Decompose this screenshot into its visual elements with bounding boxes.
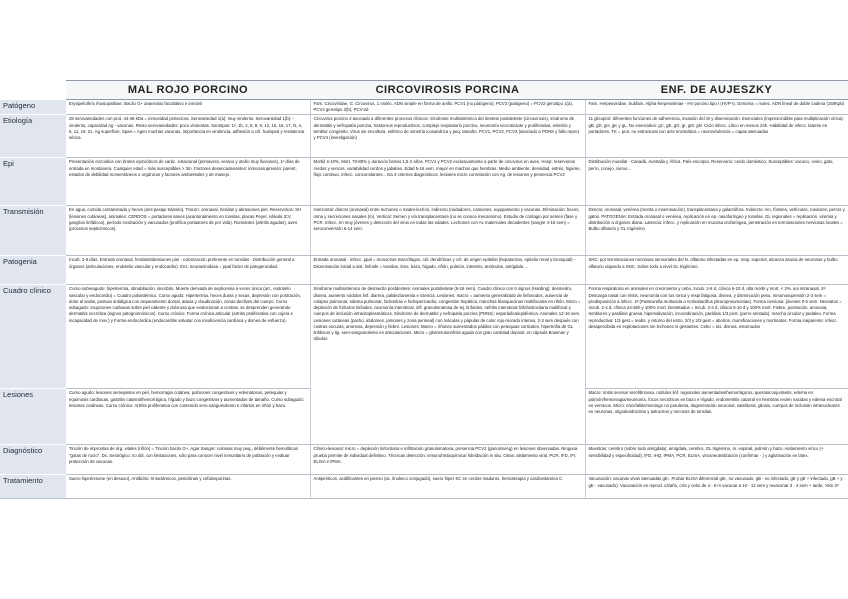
table-row — [0, 256, 848, 285]
header-mal-rojo: MAL ROJO PORCINO — [66, 81, 310, 100]
cell-aujeszky: Fam. Herpesviridae, Subfam. Alpha-herpesvirinae - HV porcino tipo I (HVP-I). Genoma = molec. ADN lineal de doble cadena (150Kpb) — [585, 100, 848, 115]
header-aujeszky: ENF. DE AUJESZKY — [585, 81, 848, 100]
row-label-epi: Epi — [0, 158, 66, 206]
cell-aujeszky: Directo: oronasal, venérea (monta o inseminación), transplacentaria y galactófora. Indirecto: Ain, fómites, vehículos, roedores, perros y gatos. PATOGENIA: Entrada oronasal o venérea, replicación en ep. nasofaríngeo y tonsilas, GL regionales = replicación, viremia y distribución a órganos diana. Latencia: infecc. y replicación en mucosa orofaríngea, penetración en terminaciones nerviosas locales = Bulbo olfatorio y GL trigémino — [585, 206, 848, 256]
cell-mal-rojo: En agua, comida contaminada y heces (anti pasaje tránsito). Tracon: oronasal, heridas y abrasiones piel. Reservorios: SH (lesiones cutáneas), animales: CERDOS = portadores sanos (acantonamiento en tonsilas, placas Peyer, válvula ICV, ganglios linfáticos), período incubación y vacunados (prolífica portadores de por vida). Rumiantes (artritis agudas), aves (procesos septicémicos). — [66, 206, 310, 256]
cell-aujeszky: 11 glicoprot: diferentes funciones de adherencia, invasión del SI y diseminación. Esenciales (imprescindible para multiplicación vírica): gB, gD, gH, gK y gL. No esenciales: gC, gE, gG, gI, gM. gN. Ciclo infecc. Lítico en menos 24h. Habilidad de infecc. latente en portadores. TK = prot. no estructural con actv enzimática = neurovirulencia = capas atenuadas — [585, 115, 848, 158]
cell-circovirosis: Entrada oronasal - infecc. ppal = monocitos-macrófagos, cél. dendríticas y cél. de origen epitelial (hepatocitos, epitelio renal y bronquial) - Diseminación inicial a sist. linfoide = tonsilas, timo, bazo, hígado, riñón, pulmón, intestino, testículos, amígdala ... — [310, 256, 585, 285]
table-row — [0, 158, 848, 206]
cell-mal-rojo: Curso sobreagudo: hipertermia, obnubilación, decúbito. Muerte derivada de septicemia a veces única (art., endotelio vascular y endocardio) = Cuadro poliastémico. Curso agudo: Hipertermia, heces duras y secas, depresión con postración, dolor al andar, postura antiálgica con arqueamiento dorsal, ataxia y claudicación, zonas declives del cuerpo. Curso subagudo: erupciones cutáneas sobre piel caliente y dolorosa que evolucionan a costras, se desprenden generando dermatitis necrótica (signos patognomónicos). Curso crónico: Forma crónica articular (artritis proliferativa con cojera e incapacidad de mov.) y Forma endocárdica (endocarditis valvular con insuficiencia cardíaca y disnea de esfuerzo). — [66, 285, 310, 389]
header-circovirosis: CIRCOVIROSIS PORCINA — [310, 81, 585, 100]
cell-aujeszky: Forma respiratoria en animales en crecimiento y cebo. Incub. 2-6 d, clínica 6-10 d, alta morbi y mort. < 2%. ani intranasal. 2ª: Descarga nasal con rinitis, neumonía con tos ronca y respi fatigosa, disnea, y disminución peso. Inmunosupresión 2-3 sem = predisposición a infecc. 2ª (Pasteurella multocida o Actinobacillus pleuropneumoniae). Forma nerviosa: jóvenes 0-5 sem. Neonatos = Incub. 2-4 d, clínica 24-36h y 100% mort. Destetados = Incub. 2-4 d, clínica 5-10 d y 100% mort. Fiebre, postración, anorexia, temblores y parálisis gruesa, hipersalivación, incoordinación, parálisis 1/3 post. (perro sentado), marcha circular y pedaleo. Forma reproductiva: 1/3 gest = reabs. y retorno del estro, 2/3 y 3/3 gest = abortos, momificaciones y mortinatos. Forma inaparente: infecc. desapercibida en explotaciones sin lechones ni gestantes. Cebo = tos, disnea, estornudos — [585, 285, 848, 389]
table-row — [0, 475, 848, 499]
cell-mal-rojo: Suero hiperinmune (en desuso), Antibiótic: B-lactámicos, penicilinas y cefalosporinas. — [66, 475, 310, 499]
row-label-etiologia: Etiología — [0, 115, 66, 158]
cell-mal-rojo: 28 serovariedades con prot. 44-46 kDa = inmunidad protectora. Serovariedad 1(a): muy virulento. Serovariedad 1(b): - virulento, capacidad Ag - vacunas. Resto serovariedades: poco virulentas. Serotipos: 1ª, 1b, 2, 5, 8, 9, 12, 15, 16, 17, N, 4, 6, 11, 19, 21. Ag superficie: SpaA = Agen muchas vacunas, importancia en virulencia, adhesión a cél. huésped y resistencia sérica. — [66, 115, 310, 158]
row-label-transmision: Transmisión — [0, 206, 66, 256]
row-label-lesiones: Lesiones — [0, 389, 66, 445]
table-row — [0, 445, 848, 475]
row-label-patogenia: Patogenia — [0, 256, 66, 285]
row-label-patogeno: Patógeno — [0, 100, 66, 115]
cell-circovirosis: Antipiréticos, acidificantes en pienso (ac. linoleico conjugado), suero hiper SC en cerdos maduros, hemoterapia y cardiovitamina C. — [310, 475, 585, 499]
cell-aujeszky: Distribución mundial - Canadá, Australia y África. País escorpio. Reservorio: cerdo doméstico. Susceptibles: vacuno, ovino, gato, perro, conejo, ciervo... — [585, 158, 848, 206]
cell-circovirosis: Horizontal: directo (oronasal) entre lechones o madre-lechón, indirecto (ruidadores, camiones, equipamiento y vacunas. Eliminación: heces, orina y secreciones nasales (m). Vertical: Semen y vía transplacentaria (no se conoce mecanismo). Estudio de contagio por semen (fase y PCR. Infecc. en muy jóvenes y detección del virus en todas las edades. Lechones con Ac maternales decadentes (sangre 4-15 sem) = seroconversión 6-14 sem. — [310, 206, 585, 256]
cell-aujeszky: Muestras: cerebro (sobre todo amígdala), amígdala, cerebro, GL trigémino, m. espinal, pulmón y bazo. Aislamiento vírico (+ sensibilidad y especificidad), IFD, IHQ, IPMA, PCR, ELISA, virusneutralización (confirmar - ) y aglutinación en latex. — [585, 445, 848, 475]
comparison-table — [0, 80, 848, 499]
cell-mal-rojo: Tinción de improntas de órg. vitales (riñón) = Tinción bacilo G+. Agar Sangre: colonias muy peq., débilmente hemolíticas "gotas de rocío". Dx. Serológico: no útil, con limitaciones, sólo para conocer nivel inmunitario de población y evaluar protección de vacunas. — [66, 445, 310, 475]
table-row — [0, 285, 848, 389]
cell-circovirosis: Circovirus porcino 2 asociado a diferentes procesos clínicos: Síndrome multisistémico del destete postdestete (circovirosis), síndrome de dermatitis y nefropatía porcina, trastornos reproductivos, complejo respiratorio porcino, neumonía necrotizante y proliferativa, enteritis y temblor congénito. Virus sin envoltura, esférico de simetría icosaédrica y peq. tamaño. PCV1, PCV2, PCV3 (asociado a PDNS y fallo repro) y PCV4 (investigación) — [310, 115, 585, 158]
corner-cell — [0, 81, 66, 100]
cell-aujeszky: Macro: rinitis serosa/ serofibrinosa, nódulos linf. regionales aumentados/hemorrágicos, queratoconjuntivitis, edema en pulmón/hemorragia/neumonía, focos necróticos en bazo e hígado, endometritis catarral en hembras recién nacidas y edema escrotal en verracos. Micro: encefalitis/meningo no purulenta, degeneración neuronal, satelitosis, gliosis, cuerpos de inclusión intranucleares en neuronas, oligodendrocitos y astrocitos y necrosis de tonsilas. — [585, 389, 848, 445]
cell-aujeszky: Vacunación: vacunas vivas atenuadas gE-. Probar ELISA diferencial gB-, no vacunado, gB - no infectado, gE y gE + infectado, gB + y gE - vacunado). Vacunación en reprod. x3/año, cría y cebo de 4 - 6 m vacunar a 10 - 12 sem y revacunar 3 - 4 sem + tarde, >6m 3ª — [585, 475, 848, 499]
table-row — [0, 206, 848, 256]
table-row — [0, 100, 848, 115]
cell-mal-rojo: Erysipelothrix rhusiopathiae. Bacilo G+ anaerobio facultativo e inmóvil — [66, 100, 310, 115]
cell-mal-rojo: Incub: 3-5 días. Entrada oronasal, heridas/abrasiones piel - colonización preferente en tonsilas - Distribución general a órganos (articulaciones, endotelio vascular y endocardio). Enz. neuraminidasa = ppal factor de patogenicidad. — [66, 256, 310, 285]
cell-circovirosis: Clínico-lesional: micro = depleción linfocitaria e infiltración granulomatosa, presencia PCV2 (ganoma/Ag) en lesiones observadas. Ninguna prueba permite de individual definitivo. Técnicas detección: inmunohistoquímica/ hibridación in situ. Otras: aislamiento viral, PCR, IFD, IFI, ELISA e IPMA. — [310, 445, 585, 475]
table-row — [0, 115, 848, 158]
row-label-diagnostico: Diagnóstico — [0, 445, 66, 475]
cell-mal-rojo: Presentación enzoótica con brotes epizoóticos de carác. estacional (primavera, verano y otoño muy lluviosos), 1º días de entrada en montanera. Cualquier edad = más susceptibles > 3m. Factores desencadenantes: inmunosupresión: parent, estados de debilidad momentáneos u orgánicos y factores ambientales y de manejo. — [66, 158, 310, 206]
cell-aujeszky: SNC: por terminaciones nerviosas sensoriales del N. olfatorio infectadas en ep. resp. superior, alcanza asocia de neuronas y bulbo olfatorio viajando a SNC. Sobre todo a nivel GL trigémino. — [585, 256, 848, 285]
cell-circovirosis: Síndrome multisistémico de desmedro postdestete: Animales postdestete (6-16 sem). Cuadro clínico con 6 signos (Harding): desmedro, disnea, aumento nódulos linf. diarrea, palidez/anemia e ictericia. Lesiones: macro = aumento generalizado de linfonodos, ausencia de colapso pulmonar, edema pulmonar, hidrotórax e hidropericardio, congestión hepática, manchas blanquecinas multifocales en riñón. Micro = depleción de folículos linfoides, neumonía intersticial, infl. granulomatosa de tej. linfoides, nefritis intersticial linfohistiocitaria multifocal y cuerpos de inclusión intracitoplasmáticos. Síndrome de dermatitis y nefropatía porcina (PDNS): esporádica/epidémica. Animales 12-16 sem. Lesiones cutáneas (pacho, abdomen, jamones y zona perineal) con máculas y pápulas de color rojo-morado intenso, 2-3 sem después con costras oscuras, anorexia, depresión y fiebre. Lesiones: Macro = riñones aumentados pálidos con petequias corticales, hipertrofia de GL linfáticos y lig. sero-sanguinolento en articulaciones. Micro = glomerulonefritis aguda con gran cantidad deposit. en cápsula Bowman y túbulos — [310, 285, 585, 445]
row-label-tratamiento: Tratamiento — [0, 475, 66, 499]
header-row — [0, 81, 848, 100]
cell-circovirosis: Fam. Circoviridae, G. Circovirus, 1 moléc. ADN simple en forma de anillo. PCV1 (no patógeno), PCV2 (patógeno) = PCV2 genotipo 1(a), PCV2 genotipo 2(b), PCV-2d — [310, 100, 585, 115]
row-label-cuadro-clinico: Cuadro clínico — [0, 285, 66, 389]
cell-circovirosis: Morbil 4-10%, Mort. 70-80% y duración brotes 1,5-2 años. PCV1 y PCV2 exclusivamente a partir de circovirus en aves. Hosp: reservorios cerdos y vencos, variabilidad cerdos y jabalíes. Edad 5-16 sem, mayor en machos que hembras. Medio ambiente: densidad, estrés, higiene, flujo continuo, infecc. concomitantes... Da 3 criterios diagnósticos, lesiones micro conrelación con Ag. de lesiones y presencia PCV2 — [310, 158, 585, 206]
cell-mal-rojo: Curso agudo: lesiones semejantes en piel, hemorragia cutánea, pulmones congestivos y edematosos, petequias y equimosis cardíacas, gastritis catarral/hemorrágica, hígado y bazo congestivos y aumentados de tamaño. Curso subagudo: lesiones cutáneas. Curso crónico: Artritis proliferativa con contenido sero-sanguinolento e infartos en riñón y bazo. — [66, 389, 310, 445]
